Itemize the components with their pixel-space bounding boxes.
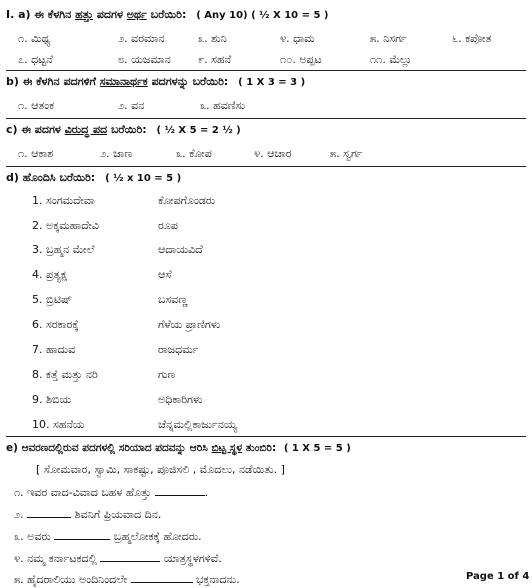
q1d-heading: d) ಹೊಂದಿಸಿ ಬರೆಯಿರಿ: ( ½ x 10 = 5 ) xyxy=(6,171,182,184)
answer-blank[interactable] xyxy=(155,485,205,496)
fill-blank-line: ೩. ಅವರು ಬ್ರಹ್ಮಲೋಕಕ್ಕೆ ಹೋದರು. xyxy=(14,530,202,543)
q1a-item: ೮. ಯಜಮಾನ xyxy=(118,53,171,66)
match-left-item: 10. ಸಹನೆಯ xyxy=(32,418,85,431)
q1a-item: ೧೧. ಮೆಲ್ಲು xyxy=(370,53,412,66)
match-left-item: 7. ಹಾದುವ xyxy=(32,343,76,356)
match-left-item: 2. ಅಕ್ಕಮಹಾದೇವಿ xyxy=(32,219,100,232)
q1e-heading: e) ಆವರಣದಲ್ಲಿರುವ ಪದಗಳಲ್ಲಿ ಸರಿಯಾದ ಪದವನ್ನು ಆರಿಸಿ ಬಿಟ್ಟ ಸ್ಥಳ ತುಂಬಿರಿ: ( 1 X 5 = 5 ) xyxy=(6,442,351,454)
match-right-item: ಆದಾಯವಿದೆ xyxy=(158,243,203,256)
divider xyxy=(6,70,526,71)
match-right-item: ಅಧಿಕಾರಿಗಳು xyxy=(158,393,203,406)
q1a-item: ೫. ನಿಸರ್ಗ xyxy=(370,32,407,45)
q1c-heading: c) ಈ ಪದಗಳ ವಿರುದ್ಧ ಪದ ಬರೆಯಿರಿ: ( ½ X 5 = 2 ½ ) xyxy=(6,123,241,136)
fill-blank-line: ೪. ನಮ್ಮ ಕರ್ನಾಟಕದಲ್ಲಿ ಯಾತ್ರಸ್ಥಳಗಳಿವೆ. xyxy=(14,552,222,565)
answer-blank[interactable] xyxy=(27,507,71,518)
q1a-item: ೧. ಮಿಥ್ಯ xyxy=(18,32,51,45)
fill-blank-line: ೨. ಶಿವನಿಗೆ ಪ್ರಿಯವಾದ ದಿನ. xyxy=(14,508,162,521)
fill-blank-line: ೧. ಇವರ ವಾದ-ವಿವಾದ ಬಹಳ ಹೊತ್ತು . xyxy=(14,486,209,499)
q1a-item: ೩. ಶುನಿ xyxy=(198,32,227,45)
match-right-item: ಗುಣ xyxy=(158,368,176,381)
match-left-item: 9. ಶಿಬಿಯ xyxy=(32,393,72,406)
q1a-item: ೯. ಸಹನೆ xyxy=(198,53,232,66)
q1b-item: ೧. ಆತಂಕ xyxy=(18,99,55,112)
fill-blank-options: [ ಸೋಮವಾರ, ಸ್ವಾಮಿ, ಸಾಕಷ್ಟು, ಪೂಜಿಸಲಿ , ಮೊದಲು, ನಡೆಯಿತು. ] xyxy=(36,463,285,476)
q1a-item: ೪. ಧಾಮ xyxy=(280,32,315,45)
answer-blank[interactable] xyxy=(54,529,110,540)
q1b-heading: b) ಈ ಕೆಳಗಿನ ಪದಗಳಿಗೆ ಸಮಾನಾರ್ಥಕ ಪದಗಳನ್ನು ಬರೆಯಿರಿ: ( 1 X 3 = 3 ) xyxy=(6,75,306,88)
page-number: Page 1 of 4 xyxy=(466,571,530,582)
q1c-item: ೪. ಆಚಾರ xyxy=(254,147,292,160)
match-left-item: 1. ಸಂಗಮದೇವಾ xyxy=(32,194,95,207)
match-right-item: ಗೆಳೆಯ ಪ್ರಾಣಿಗಳು xyxy=(158,318,221,331)
fill-blank-line: ೫. ಹೈದರಾಲಿಯು ಅಂದಿನಿಂದಲೇ ಭಕ್ತನಾದನು. xyxy=(14,573,240,586)
match-left-item: 6. ಸರಕಾರಕ್ಕೆ xyxy=(32,318,79,331)
match-right-item: ಬಸವಣ್ಣ xyxy=(158,293,188,306)
match-left-item: 4. ಪ್ರತ್ಯಕ್ಷ xyxy=(32,268,67,281)
match-right-item: ಆಸೆ xyxy=(158,268,172,281)
divider xyxy=(6,436,526,437)
answer-blank[interactable] xyxy=(100,551,160,562)
q1c-item: ೩. ಕೋಪ xyxy=(176,147,212,160)
match-left-item: 3. ಬ್ರಹ್ಮನ ಮೇಲೆ xyxy=(32,243,95,256)
q1b-item: ೨. ವನ xyxy=(118,99,145,112)
match-right-item: ಚೆನ್ನಮಲ್ಲಿಕಾರ್ಜುನಯ್ಯ xyxy=(158,418,238,431)
match-left-item: 5. ಬ್ರಿಟಿಷ್ xyxy=(32,293,73,306)
q1b-item: ೩. ಹವಣಿಸು xyxy=(200,99,245,112)
answer-blank[interactable] xyxy=(131,572,193,583)
q1a-item: ೧೦. ಅಪ್ಪಟ xyxy=(280,53,322,66)
q1c-item: ೫. ಸ್ವರ್ಗ xyxy=(330,147,363,160)
match-left-item: 8. ಕತ್ತೆ ಮತ್ತು ನರಿ xyxy=(32,368,98,381)
match-right-item: ಕೋಪಗೊಂಡರು xyxy=(158,194,216,207)
divider xyxy=(6,166,526,167)
q1c-item: ೨. ಜಾಣ xyxy=(100,147,133,160)
q1a-item: ೨. ವರಮಾನ xyxy=(118,32,165,45)
q1a-item: ೬. ಕಪೋತ xyxy=(452,32,492,45)
divider xyxy=(6,118,526,119)
q1a-item: ೭. ಧಟ್ಟನೆ xyxy=(18,53,53,66)
match-right-item: ರಾಜಧರ್ಮ xyxy=(158,343,199,356)
q1c-item: ೧. ಆಕಾಶ xyxy=(18,147,54,160)
q1a-heading: I. a) ಈ ಕೆಳಗಿನ ಹತ್ತು ಪದಗಳ ಅರ್ಥ ಬರೆಯಿರಿ: ( Any 10) ( ½ X 10 = 5 ) xyxy=(6,8,329,21)
match-right-item: ರೂಪ xyxy=(158,219,178,232)
